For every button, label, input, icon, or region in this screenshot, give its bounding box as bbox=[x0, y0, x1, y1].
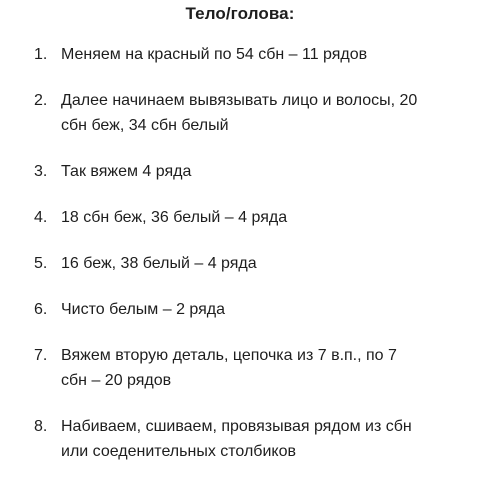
step-number: 3. bbox=[34, 163, 48, 180]
step-number: 5. bbox=[34, 255, 48, 272]
step-text: Так вяжем 4 ряда bbox=[61, 163, 192, 180]
step-text: Чисто белым – 2 ряда bbox=[61, 301, 226, 318]
step-text: Набиваем, сшиваем, провязывая рядом из сбн или соеденительных столбиков bbox=[61, 418, 412, 460]
list-item bbox=[34, 251, 464, 276]
step-text: 18 сбн беж, 36 белый – 4 ряда bbox=[61, 209, 288, 226]
step-text: Меняем на красный по 54 сбн – 11 рядов bbox=[61, 46, 368, 63]
step-number: 6. bbox=[34, 301, 48, 318]
step-number: 7. bbox=[34, 347, 48, 364]
step-text: Вяжем вторую деталь, цепочка из 7 в.п., по 7 сбн – 20 рядов bbox=[61, 347, 397, 389]
step-number: 4. bbox=[34, 209, 48, 226]
step-number: 2. bbox=[34, 92, 48, 109]
list-item bbox=[34, 42, 464, 67]
list-item bbox=[34, 159, 464, 184]
list-item bbox=[34, 343, 464, 393]
list-item bbox=[34, 297, 464, 322]
list-item bbox=[34, 88, 464, 138]
step-text: Далее начинаем вывязывать лицо и волосы, 20 сбн беж, 34 сбн белый bbox=[61, 92, 418, 134]
steps-list bbox=[34, 42, 464, 464]
step-number: 8. bbox=[34, 418, 48, 435]
list-item bbox=[34, 414, 464, 464]
step-text: 16 беж, 38 белый – 4 ряда bbox=[61, 255, 257, 272]
list-item bbox=[34, 205, 464, 230]
step-number: 1. bbox=[34, 46, 48, 63]
document-title: Тело/голова: bbox=[185, 4, 295, 23]
